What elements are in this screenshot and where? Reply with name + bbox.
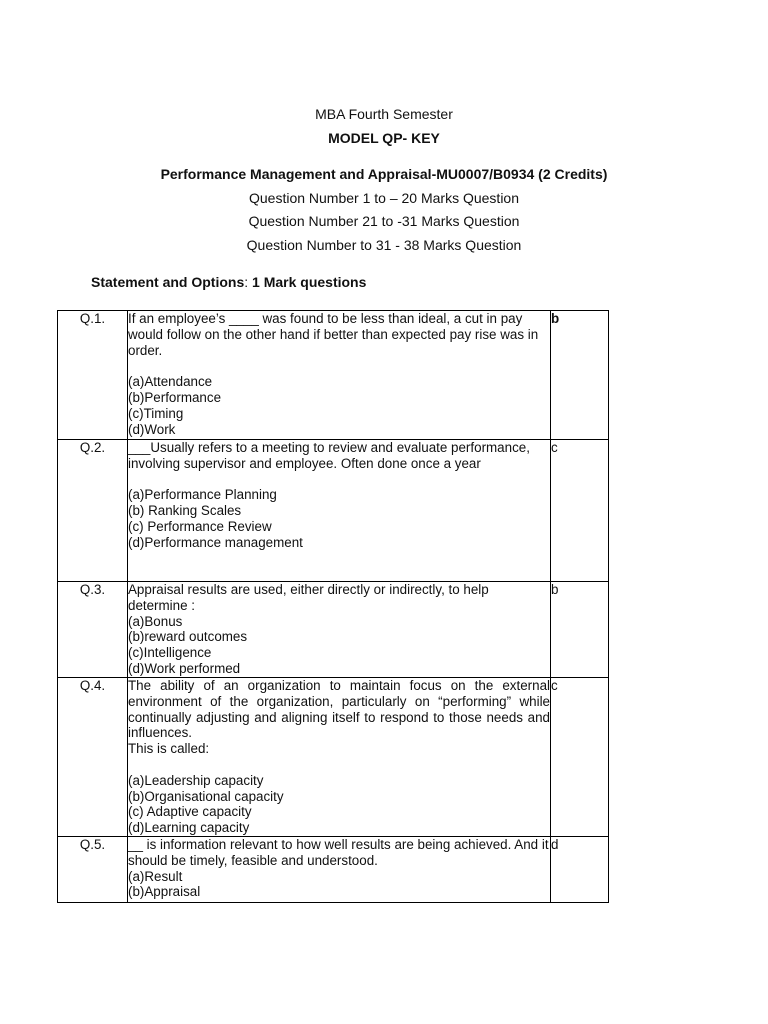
question-stem: __ is information relevant to how well results are being achieved. And it should be timely, feasible and understood. xyxy=(128,837,549,868)
option-a: (a)Performance Planning xyxy=(128,487,277,503)
option-a: (a)Result xyxy=(128,868,183,884)
question-number: Q.4. xyxy=(58,678,128,837)
question-stem: The ability of an organization to maintain focus on the external environment of the organization, particularly on “performing” while continually adjusting and aligning itself to respond to those needs and influences. xyxy=(128,678,550,741)
question-text xyxy=(128,837,551,903)
question-range-line-1: Question Number 1 to – 20 Marks Question xyxy=(248,190,520,206)
option-a: (a)Attendance xyxy=(128,374,213,390)
question-number: Q.3. xyxy=(58,582,128,678)
option-b: (b)reward outcomes xyxy=(128,629,248,645)
section-heading xyxy=(91,273,366,291)
document-title: MODEL QP- KEY xyxy=(328,130,440,146)
table-row xyxy=(58,837,609,903)
section-separator: : xyxy=(244,274,253,290)
option-c: (c) Performance Review xyxy=(128,518,272,534)
question-prompt: This is called: xyxy=(128,741,210,757)
option-d: (d)Work xyxy=(128,421,176,437)
question-text xyxy=(128,678,551,837)
option-c: (c)Intelligence xyxy=(128,645,212,661)
option-c: (c) Adaptive capacity xyxy=(128,804,252,820)
semester-heading: MBA Fourth Semester xyxy=(315,106,453,122)
answer-key: c xyxy=(551,440,609,582)
section-marks: 1 Mark questions xyxy=(252,274,367,290)
question-stem: ___Usually refers to a meeting to review and evaluate performance, involving supervisor and employee. Often done once a year xyxy=(128,440,530,471)
option-b: (b)Organisational capacity xyxy=(128,788,284,804)
question-number: Q.2. xyxy=(58,440,128,582)
option-d: (d)Work performed xyxy=(128,660,241,676)
question-range-line-3: Question Number to 31 - 38 Marks Question xyxy=(246,237,522,253)
option-b: (b) Ranking Scales xyxy=(128,503,242,519)
question-stem: If an employee’s ____ was found to be less than ideal, a cut in pay would follow on the other hand if better than expected pay rise was in order. xyxy=(128,311,539,358)
answer-key: b xyxy=(551,582,609,678)
question-text xyxy=(128,311,551,440)
answer-key: b xyxy=(551,311,609,440)
question-stem: Appraisal results are used, either directly or indirectly, to help determine : xyxy=(128,582,489,613)
option-a: (a)Bonus xyxy=(128,613,183,629)
option-c: (c)Timing xyxy=(128,405,184,421)
option-b: (b)Performance xyxy=(128,389,222,405)
section-label: Statement and Options xyxy=(91,274,245,290)
table-row xyxy=(58,311,609,440)
answer-key: d xyxy=(551,837,609,903)
option-a: (a)Leadership capacity xyxy=(128,772,264,788)
option-d: (d)Learning capacity xyxy=(128,820,250,836)
table-row xyxy=(58,440,609,582)
answer-key: c xyxy=(551,678,609,837)
option-b: (b)Appraisal xyxy=(128,884,201,900)
table-row xyxy=(58,582,609,678)
question-number: Q.5. xyxy=(58,837,128,903)
question-number: Q.1. xyxy=(58,311,128,440)
question-text xyxy=(128,440,551,582)
question-text xyxy=(128,582,551,678)
question-range-line-2: Question Number 21 to -31 Marks Question xyxy=(248,213,520,229)
table-row xyxy=(58,678,609,837)
questions-table xyxy=(57,310,609,903)
option-d: (d)Performance management xyxy=(128,534,303,550)
course-title: Performance Management and Appraisal-MU0007/B0934 (2 Credits) xyxy=(160,166,608,182)
